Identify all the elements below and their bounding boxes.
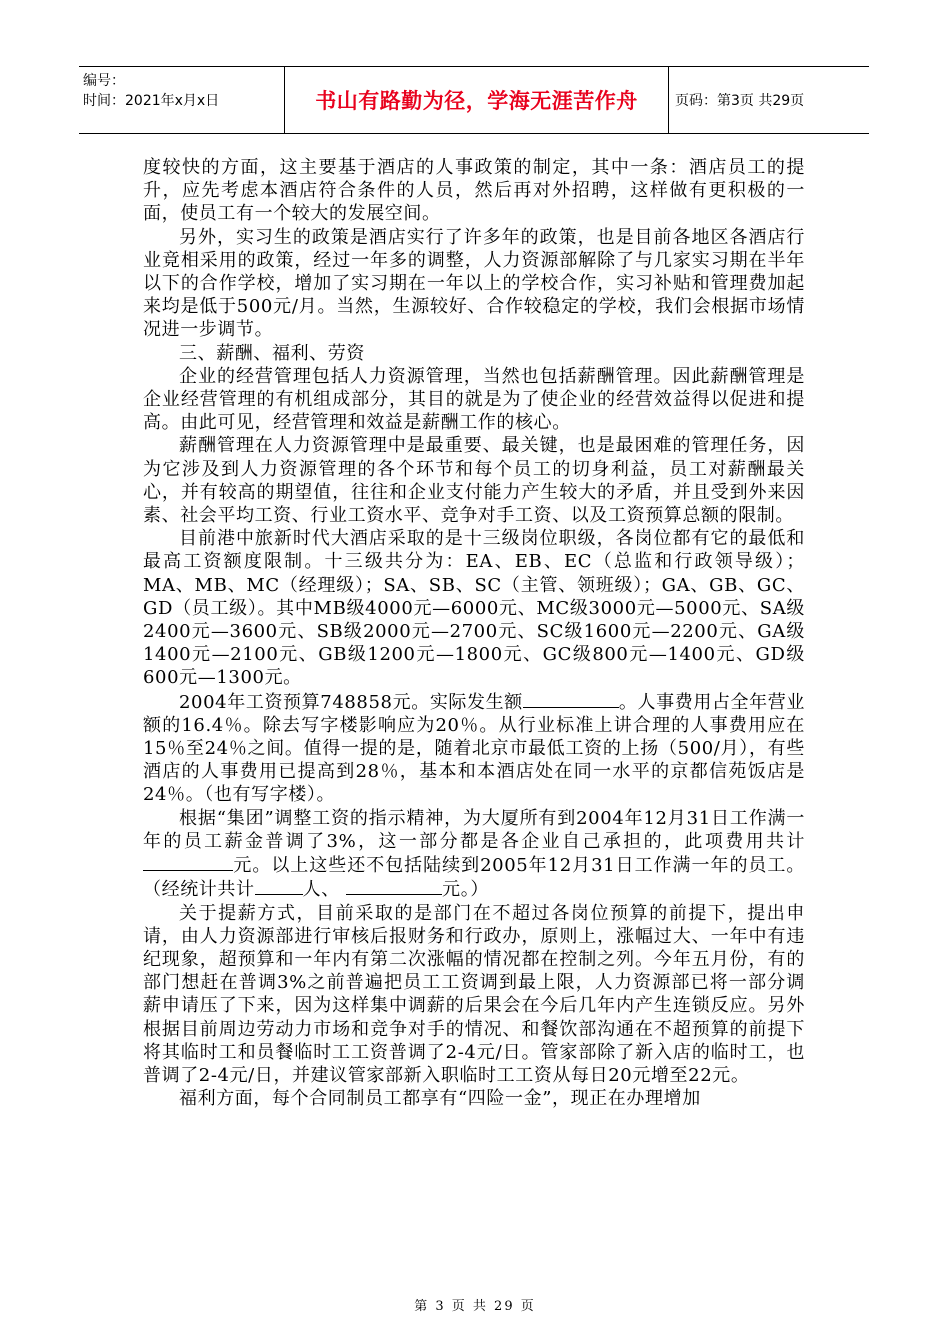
blank-amount <box>346 877 442 895</box>
blank-people-count <box>255 877 303 895</box>
paragraph-5: 目前港中旅新时代大酒店采取的是十三级岗位职级，各岗位都有它的最低和最高工资额度限制。十三级共分为：EA、EB、EC（总监和行政领导级）；MA、MB、MC（经理级）；SA、SB、SC（主管、领班级）；GA、GB、GC、GD（员工级）。其中MB级4000元—6000元、MC级3000元—5000元、SA级2400元—3600元、SB级2000元—2700元、SC级1600元—2200元、GA级1400元—2100元、GB级1200元—1800元、GC级800元—1400元、GD级600元—1300元。 <box>143 528 805 689</box>
paragraph-7-part-d: 元。） <box>442 879 489 901</box>
header-motto: 书山有路勤为径，学海无涯苦作舟 <box>285 67 669 133</box>
paragraph-6-part-b: 。人事费用占全年营业额的16.4％。除去写字楼影响应为20％。从行业标准上讲合理的人事费用应在15％至24％之间。值得一提的是，随着北京市最低工资的上扬（500/月），有些酒店的人事费用已提高到28％，基本和本酒店处在同一水平的京都信苑饭店是24％。（也有写字楼）。 <box>143 691 805 806</box>
paragraph-6 <box>143 690 805 807</box>
paragraph-7-part-b: 元。以上这些还不包括陆续到2005年12月31日工作满一年的员工。（经统计共计 <box>143 855 805 901</box>
paragraph-6-part-a: 2004年工资预算748858元。实际发生额 <box>179 691 523 713</box>
paragraph-7-part-a: 根据“集团”调整工资的指示精神，为大厦所有到2004年12月31日工作满一年的员工薪金普调了3%，这一部分都是各企业自己承担的，此项费用共计 <box>143 807 805 852</box>
paragraph-1: 度较快的方面，这主要基于酒店的人事政策的制定，其中一条：酒店员工的提升，应先考虑本酒店符合条件的人员，然后再对外招聘，这样做有更积极的一面，使员工有一个较大的发展空间。 <box>143 157 805 225</box>
paragraph-7-part-c: 人、 <box>302 879 340 901</box>
document-body <box>143 156 805 1110</box>
paragraph-4: 薪酬管理在人力资源管理中是最重要、最关键，也是最困难的管理任务，因为它涉及到人力资源管理的各个环节和每个员工的切身利益，员工对薪酬最关心，并有较高的期望值，往往和企业支付能力产生较大的矛盾，并且受到外来因素、社会平均工资、行业工资水平、竞争对手工资、以及工资预算总额的限制。 <box>143 435 805 527</box>
serial-label: 编号： <box>83 73 125 89</box>
header-page-info: 页码：第3页 共29页 <box>675 93 805 109</box>
blank-total-cost <box>143 853 233 871</box>
page-footer: 第 3 页 共 29 页 <box>414 1299 536 1314</box>
paragraph-3: 企业的经营管理包括人力资源管理，当然也包括薪酬管理。因此薪酬管理是企业经营管理的有机组成部分，其目的就是为了使企业的经营效益得以促进和提高。由此可见，经营管理和效益是薪酬工作的核心。 <box>143 365 805 434</box>
paragraph-2: 另外，实习生的政策是酒店实行了许多年的政策，也是目前各地区各酒店行业竟相采用的政策，经过一年多的调整，人力资源部解除了与几家实习期在半年以下的合作学校，增加了实习期在一年以上的学校合作，实习补贴和管理费加起来均是低于500元/月。当然，生源较好、合作较稳定的学校，我们会根据市场情况进一步调节。 <box>143 226 805 341</box>
section-heading: 三、薪酬、福利、劳资 <box>179 342 365 364</box>
header-meta <box>79 67 285 133</box>
paragraph-9: 福利方面，每个合同制员工都享有“四险一金”，现正在办理增加 <box>179 1088 701 1110</box>
page-header <box>79 66 869 134</box>
paragraph-7 <box>143 807 805 902</box>
blank-actual-amount <box>523 690 619 708</box>
time-label: 时间：2021年x月x日 <box>83 93 220 109</box>
paragraph-8: 关于提薪方式，目前采取的是部门在不超过各岗位预算的前提下，提出申请，由人力资源部进行审核后报财务和行政办，原则上，涨幅过大、一年中有违纪现象，超预算和一年内有第二次涨幅的情况都在控制之列。今年五月份，有的部门想赶在普调3%之前普遍把员工工资调到最上限，人力资源部已将一部分调薪申请压了下来，因为这样集中调薪的后果会在今后几年内产生连锁反应。另外根据目前周边劳动力市场和竞争对手的情况、和餐饮部沟通在不超预算的前提下将其临时工和员餐临时工工资普调了2-4元/日。管家部除了新入店的临时工，也普调了2-4元/日，并建议管家部新入职临时工工资从每日20元增至22元。 <box>143 902 805 1086</box>
